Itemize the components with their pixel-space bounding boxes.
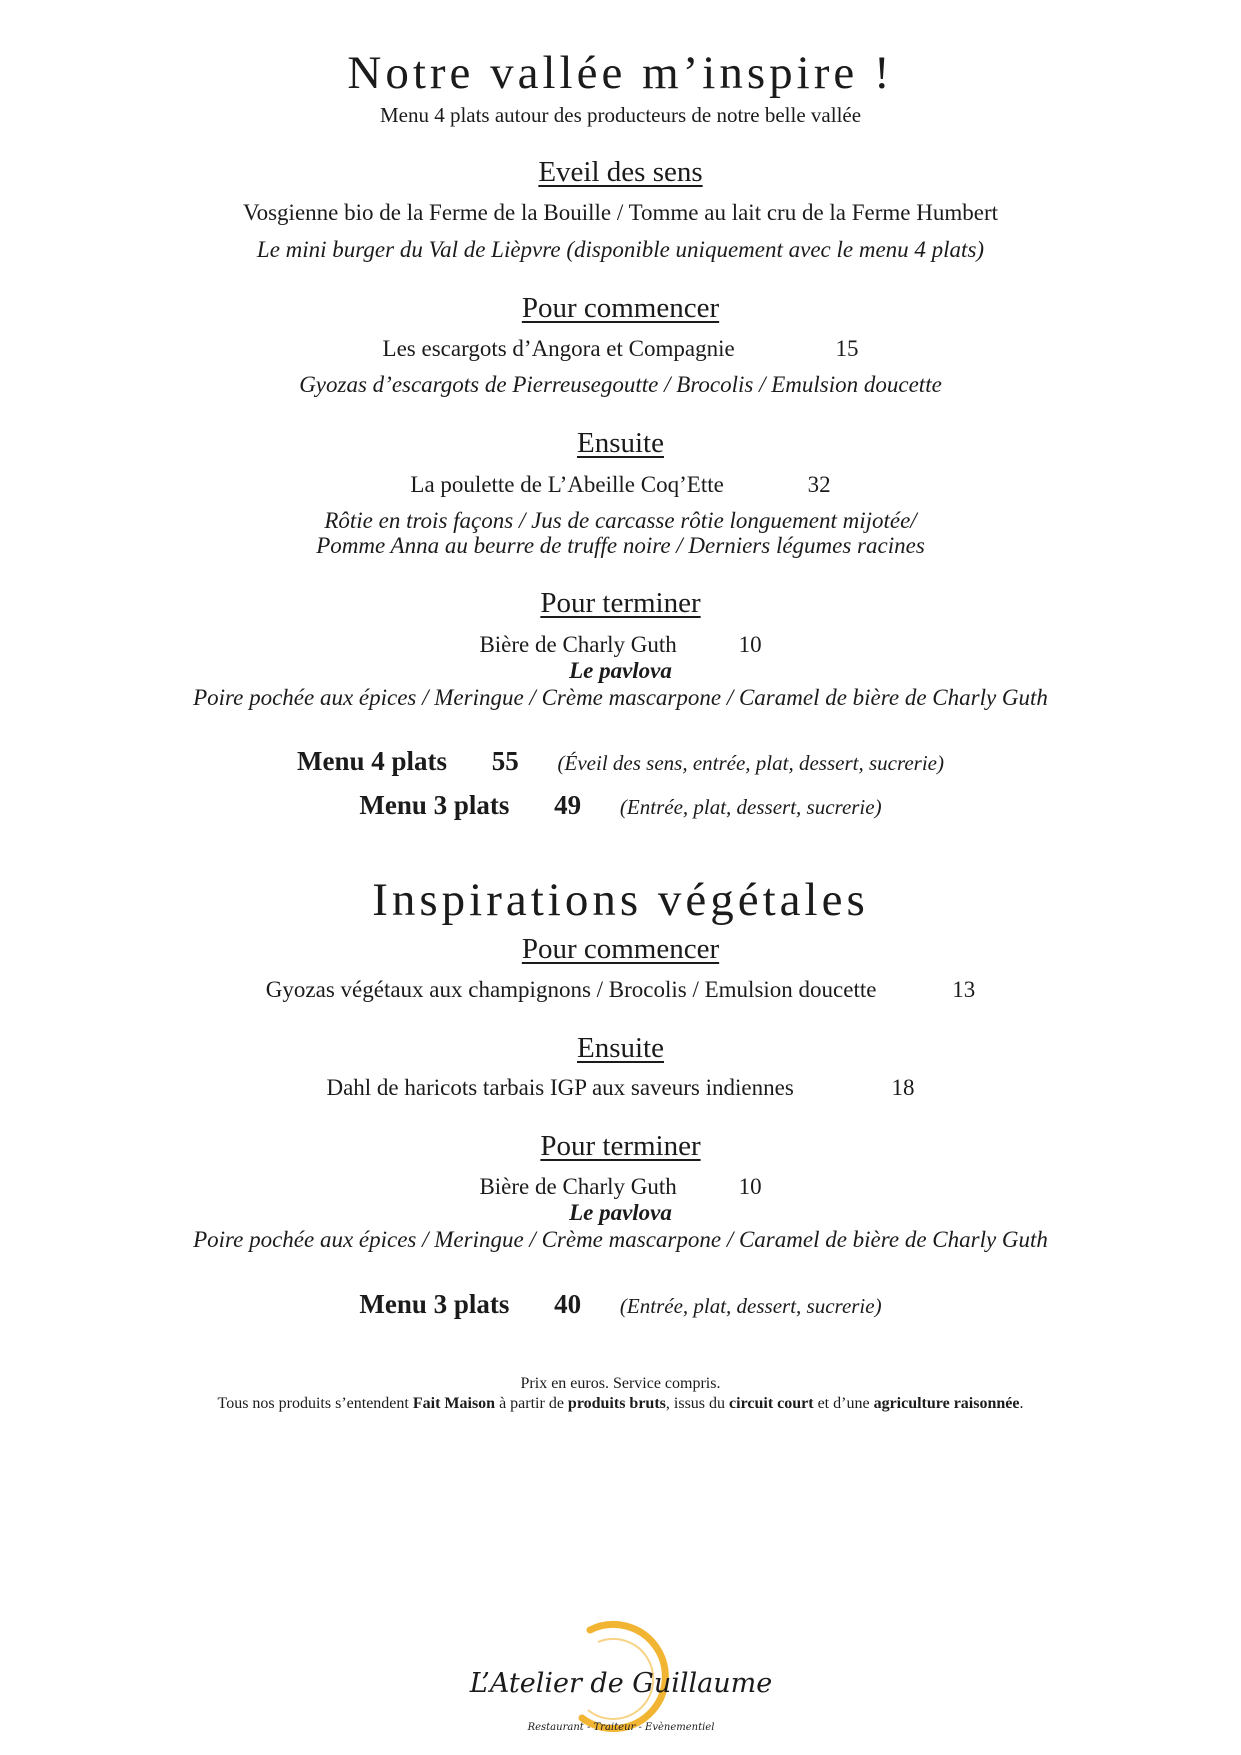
logo-mark xyxy=(469,1618,773,1742)
footer-emphasis: circuit court xyxy=(729,1395,814,1412)
dish-description: Poire pochée aux épices / Meringue / Crème mascarpone / Caramel de bière de Charly Guth xyxy=(193,1227,1048,1252)
dish-description: Gyozas d’escargots de Pierreusegoutte / Brocolis / Emulsion doucette xyxy=(299,372,942,397)
menu-item-terminer xyxy=(0,1174,1241,1200)
footer-emphasis: Fait Maison xyxy=(412,1395,496,1412)
footer-products-note xyxy=(0,1395,1241,1413)
dish-name: La poulette de L’Abeille Coq’Ette xyxy=(410,472,724,497)
menu1-title: Notre vallée m’inspire ! xyxy=(347,47,894,99)
formula-note: (Éveil des sens, entrée, plat, dessert, sucrerie) xyxy=(557,751,944,775)
menu1-subtitle: Menu 4 plats autour des producteurs de notre belle vallée xyxy=(379,103,862,127)
formula-note: (Entrée, plat, dessert, sucrerie) xyxy=(619,1294,882,1318)
footer-text: Tous nos produits s’entendent xyxy=(217,1395,413,1412)
dish-price: 10 xyxy=(738,1174,762,1199)
dish-price: 13 xyxy=(952,977,976,1002)
section-heading-ensuite: Ensuite xyxy=(577,1032,664,1064)
menu-item-commencer xyxy=(0,977,1241,1003)
footer-prices-note: Prix en euros. Service compris. xyxy=(520,1375,721,1392)
dish-description: Poire pochée aux épices / Meringue / Crème mascarpone / Caramel de bière de Charly Guth xyxy=(193,685,1048,710)
dish-price: 15 xyxy=(835,336,859,361)
dish-name: Les escargots d’Angora et Compagnie xyxy=(382,336,735,361)
section-heading-terminer: Pour terminer xyxy=(540,587,701,619)
formula-note: (Entrée, plat, dessert, sucrerie) xyxy=(619,795,882,819)
dish-price: 18 xyxy=(891,1075,915,1100)
dish-price: 32 xyxy=(807,472,831,497)
formula-label: Menu 3 plats xyxy=(359,1289,510,1319)
section-heading-commencer: Pour commencer xyxy=(521,933,720,965)
logo-name: L’Atelier de Guillaume xyxy=(469,1668,773,1699)
footer-text: . xyxy=(1019,1395,1024,1412)
formula-menu-3 xyxy=(0,1289,1241,1320)
footer-emphasis: produits bruts xyxy=(567,1395,666,1412)
menu-item-ensuite xyxy=(0,1075,1241,1101)
footer-emphasis: agriculture raisonnée xyxy=(873,1395,1020,1412)
section-heading-commencer: Pour commencer xyxy=(521,292,720,324)
formula-menu-3 xyxy=(0,790,1241,821)
eveil-line-2: Le mini burger du Val de Lièpvre (disponible uniquement avec le menu 4 plats) xyxy=(256,237,985,262)
menu-item-ensuite xyxy=(0,472,1241,498)
dish-subtitle: Le pavlova xyxy=(569,1200,672,1225)
footer-text: , issus du xyxy=(665,1395,730,1412)
dish-name: Gyozas végétaux aux champignons / Brocolis / Emulsion doucette xyxy=(265,977,877,1002)
menu-item-terminer xyxy=(0,632,1241,658)
menu-item-commencer xyxy=(0,336,1241,362)
formula-price: 40 xyxy=(554,1289,582,1319)
eveil-line-1: Vosgienne bio de la Ferme de la Bouille / Tomme au lait cru de la Ferme Humbert xyxy=(242,200,999,225)
dish-name: Dahl de haricots tarbais IGP aux saveurs indiennes xyxy=(326,1075,794,1100)
section-heading-eveil: Eveil des sens xyxy=(538,156,703,188)
formula-price: 55 xyxy=(491,746,519,776)
formula-label: Menu 3 plats xyxy=(359,790,510,820)
formula-menu-4 xyxy=(0,746,1241,777)
section-heading-ensuite: Ensuite xyxy=(577,427,664,459)
dish-subtitle: Le pavlova xyxy=(569,658,672,683)
menu2-title: Inspirations végétales xyxy=(372,874,869,926)
section-heading-terminer: Pour terminer xyxy=(540,1130,701,1162)
logo-tagline: Restaurant - Traiteur - Evènementiel xyxy=(527,1722,715,1733)
footer-text: à partir de xyxy=(495,1395,568,1412)
dish-description-1: Rôtie en trois façons / Jus de carcasse rôtie longuement mijotée/ xyxy=(324,508,917,533)
dish-name: Bière de Charly Guth xyxy=(479,1174,677,1199)
formula-label: Menu 4 plats xyxy=(297,746,448,776)
dish-description-2: Pomme Anna au beurre de truffe noire / Derniers légumes racines xyxy=(316,533,925,558)
dish-price: 10 xyxy=(738,632,762,657)
footer-text: et d’une xyxy=(813,1395,874,1412)
dish-name: Bière de Charly Guth xyxy=(479,632,677,657)
formula-price: 49 xyxy=(554,790,582,820)
restaurant-logo xyxy=(469,1618,773,1742)
